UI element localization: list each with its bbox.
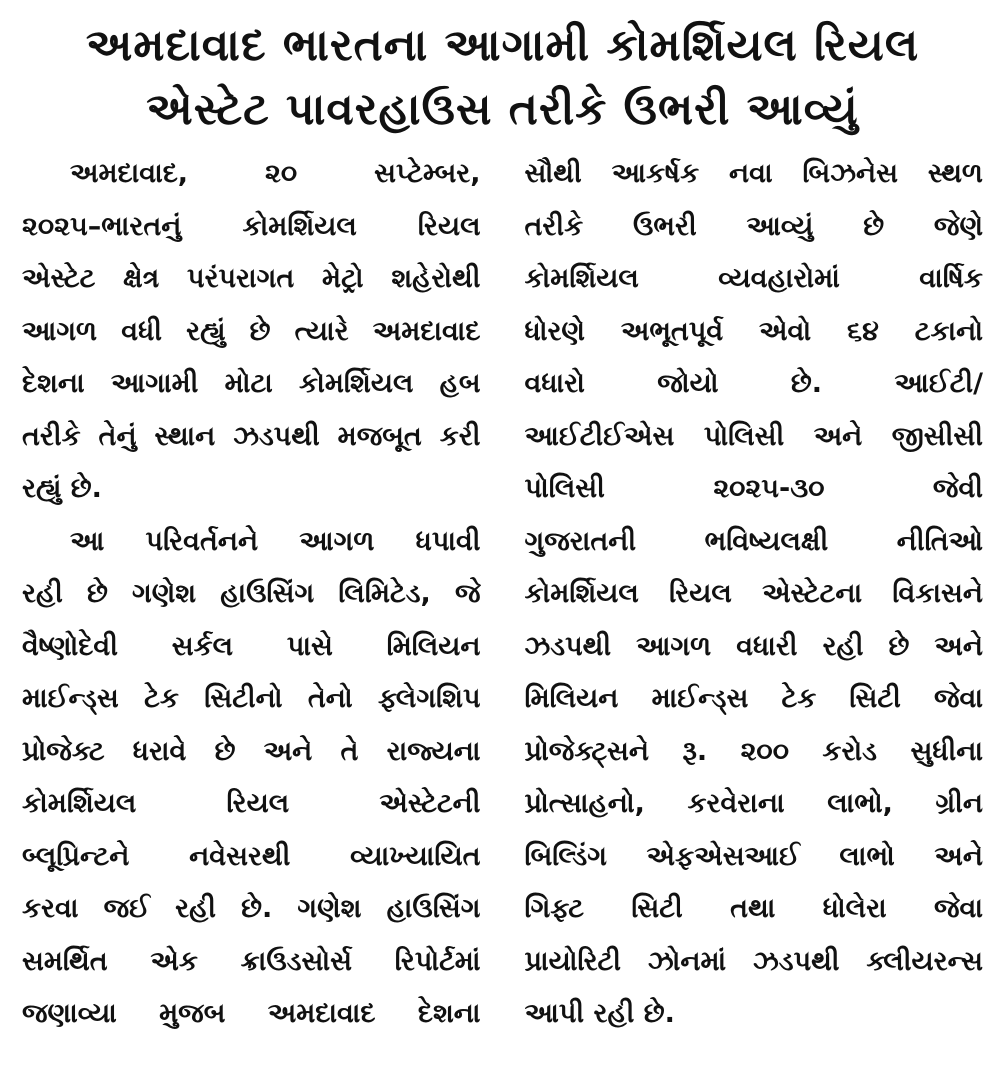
body-line: ઝડપથી આગળ વધારી રહી છે અને xyxy=(524,630,983,662)
body-line: કોમર્શિયલ રિયલ એસ્ટેટની xyxy=(22,788,481,819)
body-line: પ્રાયોરિટી ઝોનમાં ઝડપથી ક્લીયરન્સ xyxy=(524,945,983,977)
body-line: એસ્ટેટ ક્ષેત્ર પરંપરાગત મેટ્રો શહેરોથી xyxy=(22,263,481,294)
body-line: દેશના આગામી મોટા કોમર્શિયલ હબ xyxy=(22,368,481,399)
body-line: ગુજરાતની ભવિષ્યલક્ષી નીતિઓ xyxy=(524,525,983,557)
body-line: સૌથી આકર્ષક નવા બિઝનેસ સ્થળ xyxy=(524,158,983,189)
right-column xyxy=(525,148,984,1041)
body-line: વધારો જોયો છે. આઈટી/ xyxy=(524,368,983,399)
body-line: પ્રોજેક્ટ્સને રૂ. ૨૦૦ કરોડ સુધીના xyxy=(524,735,983,767)
body-line: સમર્થિત એક ક્રાઉડસોર્સ રિપોર્ટમાં xyxy=(22,945,481,977)
headline-line-2: એસ્ટેટ પાવરહાઉસ તરીકે ઉભરી આવ્યું xyxy=(146,84,859,135)
body-line: કોમર્શિયલ વ્યવહારોમાં વાર્ષિક xyxy=(524,263,983,294)
body-line: આઈટીઈએસ પોલિસી અને જીસીસી xyxy=(524,420,983,452)
body-line: આગળ વધી રહ્યું છે ત્યારે અમદાવાદ xyxy=(22,315,481,347)
body-line: ગિફ્ટ સિટી તથા ધોલેરા જેવા xyxy=(524,893,983,924)
body-line: પ્રોત્સાહનો, કરવેરાના લાભો, ગ્રીન xyxy=(524,788,983,819)
body-line: રહી છે ગણેશ હાઉસિંગ લિમિટેડ, જે xyxy=(22,578,481,609)
body-line: મિલિયન માઈન્ડ્સ ટેક સિટી જેવા xyxy=(524,683,983,714)
body-line: આ પરિવર્તનને આગળ ધપાવી xyxy=(70,525,481,557)
body-line: જણાવ્યા મુજબ અમદાવાદ દેશના xyxy=(22,998,481,1029)
body-line: પ્રોજેક્ટ ધરાવે છે અને તે રાજ્યના xyxy=(22,735,481,767)
article-body xyxy=(22,148,983,1041)
body-line: તરીકે ઉભરી આવ્યું છે જેણે xyxy=(524,210,983,242)
body-line: તરીકે તેનું સ્થાન ઝડપથી મજબૂત કરી xyxy=(22,420,481,452)
body-line: ધોરણે અભૂતપૂર્વ એવો ૬૪ ટકાનો xyxy=(524,315,983,347)
left-column xyxy=(22,148,481,1041)
body-line: પોલિસી ૨૦૨૫-૩૦ જેવી xyxy=(524,473,983,504)
body-line: રહ્યું છે. xyxy=(22,473,102,504)
body-line: માઈન્ડ્સ ટેક સિટીનો તેનો ફ્લેગશિપ xyxy=(22,683,481,714)
body-line: બિલ્ડિંગ એફએસઆઈ લાભો અને xyxy=(524,840,983,872)
body-line: બ્લૂપ્રિન્ટને નવેસરથી વ્યાખ્યાયિત xyxy=(22,840,481,872)
body-line: આપી રહી છે. xyxy=(524,998,675,1029)
body-line: કરવા જઈ રહી છે. ગણેશ હાઉસિંગ xyxy=(22,893,481,924)
body-line: કોમર્શિયલ રિયલ એસ્ટેટના વિકાસને xyxy=(524,578,983,609)
body-line: અમદાવાદ, ૨૦ સપ્ટેમ્બર, xyxy=(70,158,481,189)
body-line: ૨૦૨૫–ભારતનું કોમર્શિયલ રિયલ xyxy=(22,210,481,242)
headline-line-1: અમદાવાદ ભારતના આગામી કોમર્શિયલ રિયલ xyxy=(85,20,920,71)
body-line: વૈષ્ણોદેવી સર્કલ પાસે મિલિયન xyxy=(22,630,481,662)
article-headline xyxy=(22,14,983,142)
